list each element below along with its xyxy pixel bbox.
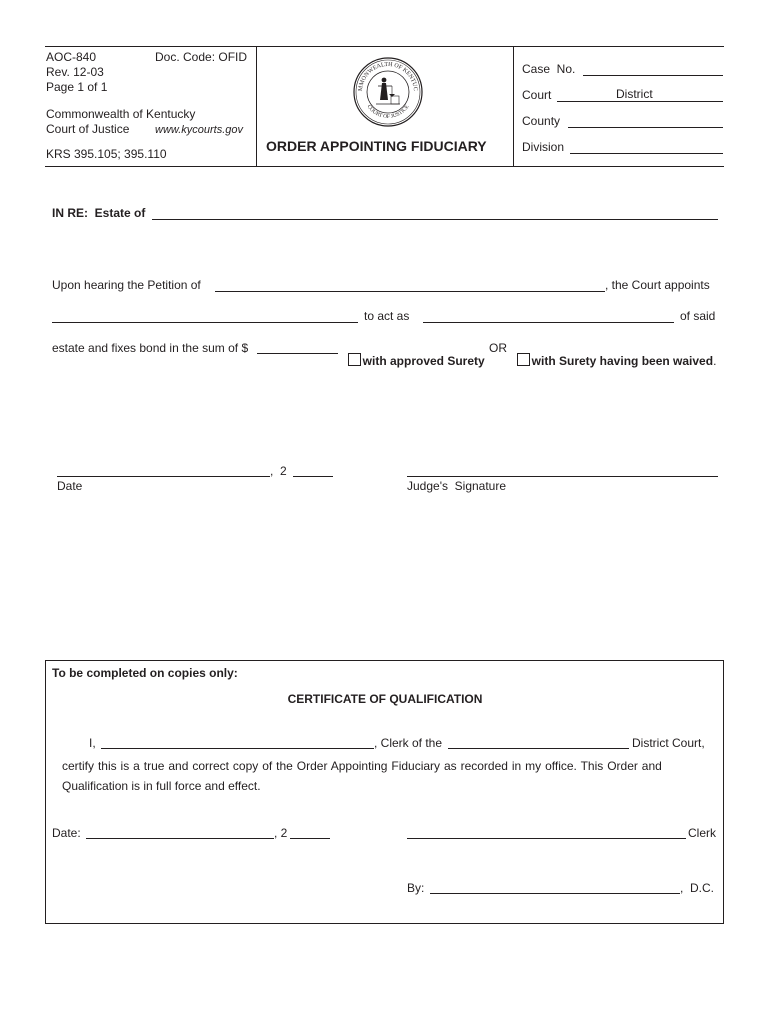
- order-date-field[interactable]: [57, 476, 270, 477]
- surety-option-label: with approved Surety: [362, 354, 485, 368]
- header-divider-left: [256, 46, 257, 166]
- of-said-label: of said: [680, 309, 716, 323]
- petition-prefix: Upon hearing the Petition of: [52, 278, 201, 292]
- cert-year-prefix: , 2: [274, 826, 288, 840]
- cert-line1-mid: , Clerk of the: [374, 736, 443, 750]
- estate-name-field[interactable]: [152, 219, 718, 220]
- court-field[interactable]: [557, 101, 723, 102]
- petition-suffix: , the Court appoints: [605, 278, 710, 292]
- by-label: By:: [407, 881, 425, 895]
- waived-option-label: with Surety having been waived: [531, 354, 714, 368]
- waived-checkbox[interactable]: [517, 353, 530, 366]
- bond-prefix: estate and fixes bond in the sum of $: [52, 341, 249, 355]
- clerk-signature-field[interactable]: [407, 838, 686, 839]
- court-label: Court: [522, 88, 552, 102]
- doc-code: Doc. Code: OFID: [155, 50, 248, 64]
- bond-amount-field[interactable]: [257, 353, 338, 354]
- svg-text:COURT OF JUSTICE: COURT OF JUSTICE: [365, 103, 411, 121]
- division-field[interactable]: [570, 153, 723, 154]
- court-value: District: [616, 87, 653, 101]
- in-re-label: IN RE: Estate of: [52, 206, 146, 220]
- clerk-label: Clerk: [688, 826, 717, 840]
- case-no-field[interactable]: [583, 75, 723, 76]
- certificate-title: CERTIFICATE OF QUALIFICATION: [287, 692, 483, 706]
- header-bottom-rule: [45, 166, 724, 167]
- cert-line3: Qualification is in full force and effect.: [62, 779, 261, 793]
- order-year-field[interactable]: [293, 476, 333, 477]
- kentucky-seal-icon: [352, 56, 424, 128]
- revision: Rev. 12-03: [46, 65, 104, 79]
- cert-line1-prefix: I,: [89, 736, 96, 750]
- dc-label: , D.C.: [680, 881, 715, 895]
- page-number: Page 1 of 1: [46, 80, 108, 94]
- cert-line1-suffix: District Court,: [632, 736, 705, 750]
- period: .: [713, 354, 717, 368]
- cert-date-field[interactable]: [86, 838, 274, 839]
- cert-year-field[interactable]: [290, 838, 330, 839]
- certificate-note: To be completed on copies only:: [52, 666, 238, 680]
- district-court-field[interactable]: [448, 748, 629, 749]
- or-label: OR: [489, 341, 507, 355]
- division-label: Division: [522, 140, 565, 154]
- surety-checkbox[interactable]: [348, 353, 361, 366]
- clerk-name-field[interactable]: [101, 748, 374, 749]
- waived-option[interactable]: [510, 339, 716, 368]
- act-as-label: to act as: [364, 309, 410, 323]
- svg-text:COMMONWEALTH OF KENTUCKY: MMONWEALTH OF KENTUC: [357, 61, 419, 92]
- deputy-clerk-field[interactable]: [430, 893, 680, 894]
- surety-option[interactable]: [341, 339, 485, 368]
- cert-line2: certify this is a true and correct copy of the Order Appointing Fiduciary as recorded in my office. This Order and: [62, 759, 662, 773]
- county-field[interactable]: [568, 127, 723, 128]
- header-top-rule: [45, 46, 724, 47]
- form-number: AOC-840: [46, 50, 97, 64]
- website: www.kycourts.gov: [155, 124, 244, 136]
- court-name: Court of Justice: [46, 122, 130, 136]
- cert-date-label: Date:: [52, 826, 81, 840]
- fiduciary-role-field[interactable]: [423, 322, 674, 323]
- judge-signature-field[interactable]: [407, 476, 718, 477]
- county-label: County: [522, 114, 561, 128]
- jurisdiction: Commonwealth of Kentucky: [46, 107, 196, 121]
- date-label: Date: [57, 479, 83, 493]
- case-no-label: Case No.: [522, 62, 576, 76]
- order-year-prefix: , 2: [270, 464, 287, 478]
- judge-signature-label: Judge's Signature: [407, 479, 507, 493]
- header-divider-right: [513, 46, 514, 166]
- fiduciary-name-field[interactable]: [52, 322, 358, 323]
- form-title: ORDER APPOINTING FIDUCIARY: [266, 138, 487, 154]
- statute: KRS 395.105; 395.110: [46, 147, 167, 161]
- petitioner-field[interactable]: [215, 291, 605, 292]
